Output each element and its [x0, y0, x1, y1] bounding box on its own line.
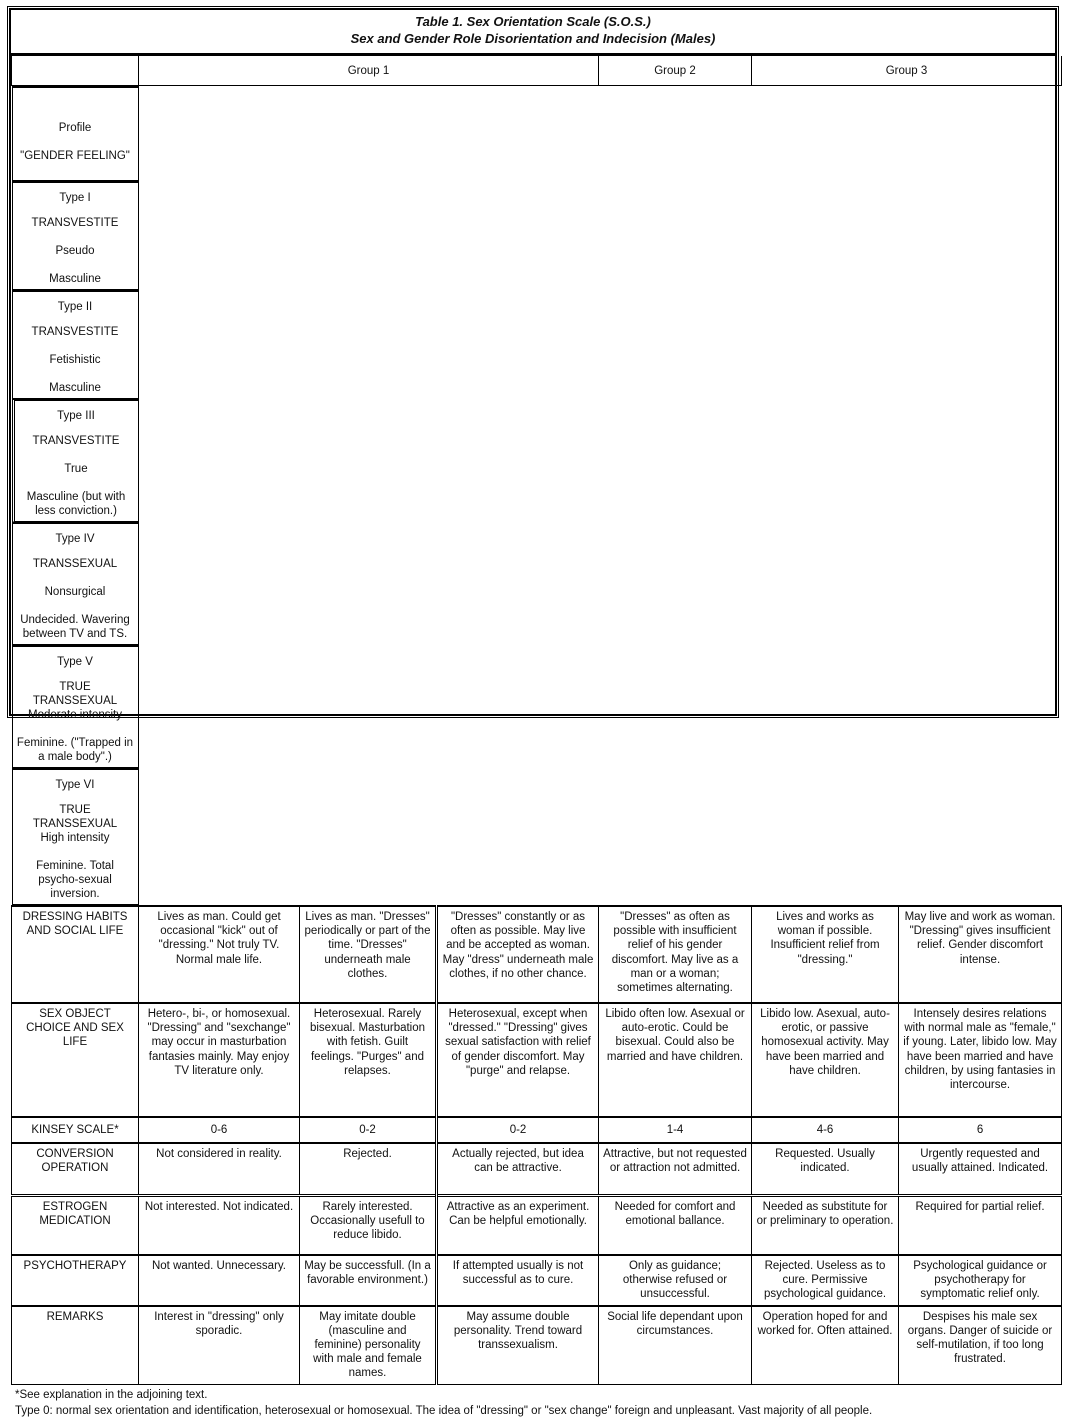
remarks-type5: Operation hoped for and worked for. Often attained. — [752, 1306, 899, 1385]
profile-row-label — [12, 86, 139, 181]
table-frame — [9, 8, 1057, 1417]
kinsey-row — [12, 1117, 1062, 1143]
type6-feeling: Feminine. Total psycho-sexual inversion. — [36, 860, 114, 901]
remarks-type3: May assume double personality. Trend toward transsexualism. — [437, 1306, 599, 1385]
profile-type5 — [12, 645, 139, 768]
outer-frame — [7, 6, 1059, 1417]
table-title-line1: Table 1. Sex Orientation Scale (S.O.S.) — [415, 14, 651, 29]
kinsey-type6: 6 — [899, 1117, 1062, 1143]
psychotherapy-type4: Only as guidance; otherwise refused or unsuccessful. — [599, 1255, 752, 1305]
conversion-row — [12, 1143, 1062, 1195]
group-header-1: Group 1 — [139, 56, 599, 86]
type5-heading: Type V — [57, 656, 93, 669]
profile-label: Profile — [58, 122, 92, 135]
row-label-dressing: DRESSING HABITS AND SOCIAL LIFE — [12, 906, 139, 1003]
type5-name: TRUE TRANSSEXUAL — [32, 681, 118, 708]
profile-type1 — [12, 181, 139, 290]
type3-heading: Type III — [57, 410, 95, 423]
psychotherapy-type2: May be successfull. (In a favorable environment.) — [300, 1255, 437, 1305]
footnote-asterisk: *See explanation in the adjoining text. — [15, 1389, 208, 1401]
type4-heading: Type IV — [55, 533, 95, 546]
remarks-type4: Social life dependant upon circumstances. — [599, 1306, 752, 1385]
table-title — [11, 10, 1055, 56]
sexobj-type4: Libido often low. Asexual or auto-erotic. Could be bisexual. Could also be married and have children. — [599, 1003, 752, 1117]
type3-name: TRANSVESTITE — [32, 435, 120, 448]
row-label-sex-object: SEX OBJECT CHOICE AND SEX LIFE — [12, 1003, 139, 1117]
remarks-row — [12, 1306, 1062, 1385]
dressing-row — [12, 906, 1062, 1003]
estrogen-type3: Attractive as an experiment. Can be helpful emotionally. — [437, 1195, 599, 1255]
psychotherapy-type1: Not wanted. Unnecessary. — [139, 1255, 300, 1305]
row-label-estrogen: ESTROGEN MEDICATION — [12, 1195, 139, 1255]
dressing-type1: Lives as man. Could get occasional "kick" out of "dressing." Not truly TV. Normal male life. — [139, 906, 300, 1003]
row-label-conversion: CONVERSION OPERATION — [12, 1143, 139, 1195]
kinsey-type3: 0-2 — [437, 1117, 599, 1143]
type4-name: TRANSSEXUAL — [32, 558, 118, 571]
profile-row — [12, 86, 1062, 907]
type5-subtype: Moderate intensity — [28, 709, 122, 722]
dressing-type3: "Dresses" constantly or as often as possible. May live and be accepted as woman. May "dress" underneath male clothes, if no other chance. — [437, 906, 599, 1003]
conversion-type5: Requested. Usually indicated. — [752, 1143, 899, 1195]
group-header-2: Group 2 — [599, 56, 752, 86]
kinsey-type5: 4-6 — [752, 1117, 899, 1143]
kinsey-type1: 0-6 — [139, 1117, 300, 1143]
type2-heading: Type II — [57, 301, 93, 314]
remarks-type1: Interest in "dressing" only sporadic. — [139, 1306, 300, 1385]
conversion-type6: Urgently requested and usually attained. Indicated. — [899, 1143, 1062, 1195]
type4-subtype: Nonsurgical — [44, 586, 106, 599]
group-header-row — [12, 56, 1062, 86]
type1-name: TRANSVESTITE — [31, 217, 119, 230]
row-label-kinsey: KINSEY SCALE* — [12, 1117, 139, 1143]
conversion-type3: Actually rejected, but idea can be attractive. — [437, 1143, 599, 1195]
profile-type2 — [12, 290, 139, 399]
dressing-type6: May live and work as woman. "Dressing" gives insufficient relief. Gender discomfort intense. — [899, 906, 1062, 1003]
type1-heading: Type I — [59, 192, 91, 205]
type2-subtype: Fetishistic — [49, 354, 101, 367]
type1-feeling: Masculine — [49, 273, 101, 286]
type3-subtype: True — [64, 463, 88, 476]
type6-name: TRUE TRANSSEXUAL — [32, 804, 118, 831]
conversion-type1: Not considered in reality. — [139, 1143, 300, 1195]
conversion-type4: Attractive, but not requested or attraction not admitted. — [599, 1143, 752, 1195]
dressing-type4: "Dresses" as often as possible with insufficient relief of his gender discomfort. May live as a man or a woman; sometimes alternating. — [599, 906, 752, 1003]
sexobj-type3: Heterosexual, except when "dressed." "Dressing" gives sexual satisfaction with relief of gender discomfort. May "purge" and relapse. — [437, 1003, 599, 1117]
group-header-blank — [12, 56, 139, 86]
gender-feeling-label: "GENDER FEELING" — [20, 150, 130, 163]
remarks-type6: Despises his male sex organs. Danger of suicide or self-mutilation, if too long frustrated. — [899, 1306, 1062, 1385]
estrogen-type4: Needed for comfort and emotional ballance. — [599, 1195, 752, 1255]
remarks-type2: May imitate double (masculine and feminine) personality with male and female names. — [300, 1306, 437, 1385]
type4-feeling: Undecided. Wavering between TV and TS. — [20, 614, 130, 641]
row-label-remarks: REMARKS — [12, 1306, 139, 1385]
profile-type3 — [12, 399, 139, 522]
psychotherapy-type5: Rejected. Useless as to cure. Permissive psychological guidance. — [752, 1255, 899, 1305]
type6-subtype: High intensity — [40, 832, 110, 845]
sos-table — [11, 56, 1062, 1385]
estrogen-type1: Not interested. Not indicated. — [139, 1195, 300, 1255]
sexobj-type1: Hetero-, bi-, or homosexual. "Dressing" and "sexchange" may occur in masturbation fantasies mainly. May enjoy TV literature only. — [139, 1003, 300, 1117]
group-header-3: Group 3 — [752, 56, 1062, 86]
dressing-type2: Lives as man. "Dresses" periodically or part of the time. "Dresses" underneath male clothes. — [300, 906, 437, 1003]
sex-object-row — [12, 1003, 1062, 1117]
profile-type4 — [12, 522, 139, 645]
sexobj-type5: Libido low. Asexual, auto-erotic, or passive homosexual activity. May have been married and have children. — [752, 1003, 899, 1117]
type1-subtype: Pseudo — [55, 245, 95, 258]
sexobj-type2: Heterosexual. Rarely bisexual. Masturbation with fetish. Guilt feelings. "Purges" and relapses. — [300, 1003, 437, 1117]
estrogen-row — [12, 1195, 1062, 1255]
row-label-psychotherapy: PSYCHOTHERAPY — [12, 1255, 139, 1305]
kinsey-type4: 1-4 — [599, 1117, 752, 1143]
sexobj-type6: Intensely desires relations with normal male as "female," if young. Later, libido low. May have been married and have children, by using fantasies in intercourse. — [899, 1003, 1062, 1117]
estrogen-type2: Rarely interested. Occasionally usefull to reduce libido. — [300, 1195, 437, 1255]
footnotes — [11, 1385, 1055, 1423]
estrogen-type6: Required for partial relief. — [899, 1195, 1062, 1255]
type2-feeling: Masculine — [49, 382, 101, 395]
footnote-type0: Type 0: normal sex orientation and identification, heterosexual or homosexual. The idea of "dressing" or "sex change" foreign and unpleasant. Vast majority of all people. — [15, 1404, 873, 1417]
estrogen-type5: Needed as substitute for or preliminary to operation. — [752, 1195, 899, 1255]
type5-feeling: Feminine. ("Trapped in a male body".) — [16, 737, 134, 764]
psychotherapy-row — [12, 1255, 1062, 1305]
psychotherapy-type6: Psychological guidance or psychotherapy for symptomatic relief only. — [899, 1255, 1062, 1305]
profile-type6 — [12, 768, 139, 905]
psychotherapy-type3: If attempted usually is not successful as to cure. — [437, 1255, 599, 1305]
kinsey-type2: 0-2 — [300, 1117, 437, 1143]
conversion-type2: Rejected. — [300, 1143, 437, 1195]
type2-name: TRANSVESTITE — [31, 326, 119, 339]
dressing-type5: Lives and works as woman if possible. Insufficient relief from "dressing." — [752, 906, 899, 1003]
type6-heading: Type VI — [55, 779, 95, 792]
type3-feeling: Masculine (but with less conviction.) — [26, 491, 126, 518]
table-title-line2: Sex and Gender Role Disorientation and Indecision (Males) — [350, 30, 716, 46]
